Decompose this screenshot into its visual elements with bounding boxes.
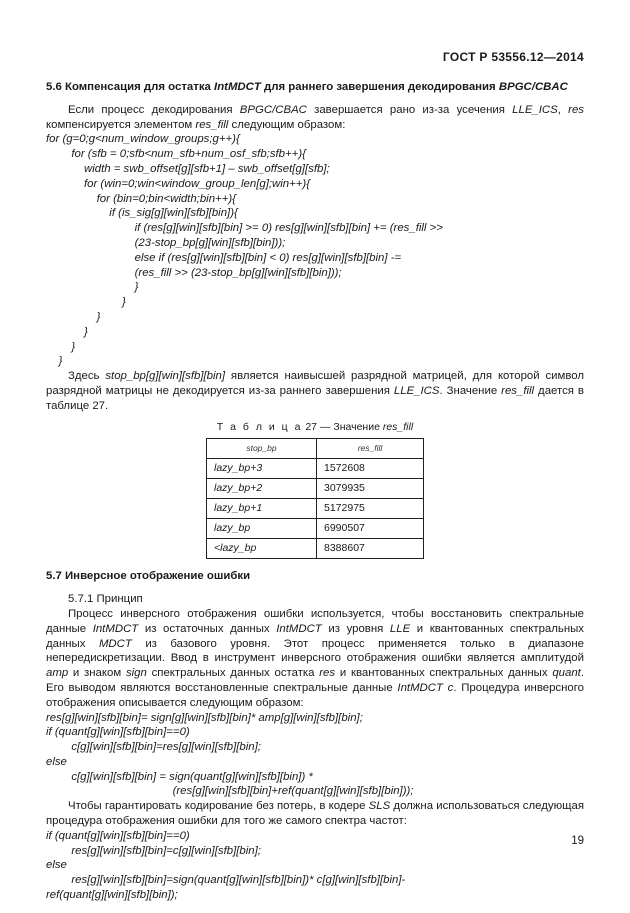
text-run: является наивысшей разрядной матрицей, для которой символ разрядной матрицы не декодируется из-за раннего завершения	[46, 370, 584, 397]
caption-var: res_fill	[382, 420, 414, 433]
text-run: . Его выводом являются восстановленные спектральные данные	[46, 667, 585, 694]
text-run: из остаточных данных	[138, 622, 277, 635]
text-run: . Значение	[439, 384, 502, 397]
text-run: ,	[557, 103, 569, 116]
caption-text: 27 — Значение	[302, 420, 383, 433]
table-row	[207, 479, 424, 499]
text-run: Процесс инверсного отображения ошибки используется, чтобы восстановить спектральные данные	[46, 607, 584, 635]
code-line: }	[46, 310, 101, 323]
table-cell: 5172975	[317, 499, 424, 519]
code-line: else	[46, 859, 67, 872]
code-block-inverse-mapping	[46, 711, 584, 800]
code-line: }	[46, 340, 76, 353]
table-row	[207, 499, 424, 519]
text-run: и знаком	[68, 667, 126, 680]
subsection-5-7-1-title: 5.7.1 Принцип	[68, 593, 143, 606]
code-block-res-fill	[46, 132, 584, 369]
text-run: LLE_ICS	[393, 384, 440, 397]
text-run: . Процедура инверсного отображения описывается следующим образом:	[46, 681, 584, 709]
section-5-7-paragraph-1	[46, 607, 584, 711]
table-row	[207, 539, 424, 559]
text-run: MDCT	[98, 637, 132, 650]
table-cell: lazy_bp	[207, 519, 317, 539]
code-line: ref(quant[g][win][sfb][bin]);	[46, 889, 178, 902]
table-27-caption	[46, 420, 584, 435]
text-run: LLE_ICS	[512, 103, 558, 116]
section-5-6-title	[46, 80, 584, 95]
page-number: 19	[571, 835, 584, 847]
code-line: for (sfb = 0;sfb<num_sfb+num_osf_sfb;sfb++){	[46, 148, 306, 161]
text-run: компенсируется элементом	[46, 118, 196, 131]
text-run: res	[568, 103, 584, 116]
text-run: и квантованных спектральных данных	[335, 667, 553, 680]
table-27	[206, 438, 424, 559]
text-run: res_fill	[501, 384, 535, 397]
code-line: c[g][win][sfb][bin]=res[g][win][sfb][bin];	[46, 741, 261, 754]
text-run: и квантованных спектральных данных	[46, 622, 584, 650]
code-line: for (win=0;win<window_group_len[g];win++){	[46, 177, 311, 190]
text-run: res_fill	[195, 118, 229, 131]
text-run: Чтобы гарантировать кодирование без потерь, в кодере	[68, 800, 369, 813]
text-run: LLE	[389, 622, 411, 635]
text-run: BPGC/CBAC	[239, 103, 307, 116]
table-row	[207, 459, 424, 479]
code-line: if (quant[g][win][sfb][bin]==0)	[46, 829, 190, 842]
text-run: следующим образом:	[228, 118, 346, 131]
code-line: c[g][win][sfb][bin] = sign(quant[g][win][sfb][bin]) *	[46, 770, 313, 783]
section-5-6-explanation	[46, 369, 584, 413]
text-run: res	[319, 667, 336, 680]
code-line: (res_fill >> (23-stop_bp[g][win][sfb][bin]));	[46, 266, 342, 279]
text-run: stop_bp[g][win][sfb][bin]	[105, 370, 226, 383]
table-cell: 6990507	[317, 519, 424, 539]
code-line: width = swb_offset[g][sfb+1] – swb_offset[g][sfb];	[46, 162, 330, 175]
text-run: из уровня	[321, 622, 390, 635]
title-text: для раннего завершения декодирования	[260, 81, 499, 93]
standard-header: ГОСТ Р 53556.12—2014	[442, 50, 584, 64]
code-line: }	[46, 296, 126, 309]
section-5-6-intro	[46, 103, 584, 133]
caption-prefix: Т а б л и ц а	[216, 420, 303, 433]
table-cell: 8388607	[317, 539, 424, 559]
table-cell: <lazy_bp	[207, 539, 317, 559]
table-cell: lazy_bp+1	[207, 499, 317, 519]
code-line: (23-stop_bp[g][win][sfb][bin]));	[46, 236, 286, 249]
title-text: IntMDCT	[214, 81, 261, 93]
table-cell: lazy_bp+2	[207, 479, 317, 499]
code-line: }	[46, 281, 139, 294]
section-5-7-title: 5.7 Инверсное отображение ошибки	[46, 570, 251, 583]
code-line: if (is_sig[g][win][sfb][bin]){	[46, 207, 238, 220]
code-line: else	[46, 755, 67, 768]
title-text: 5.6 Компенсация для остатка	[46, 81, 215, 93]
code-line: res[g][win][sfb][bin]= sign[g][win][sfb][bin]* amp[g][win][sfb][bin];	[46, 711, 363, 724]
text-run: из базового уровня. Этот процесс применяется только в диапазоне непередискретизации. Ввод в инструмент инверсного отображения ошибки является амплитудой	[46, 637, 585, 665]
text-run: должна использоваться следующая процедура отображения ошибки для того же самого спектра частот:	[46, 800, 584, 828]
page-content	[46, 76, 584, 903]
text-run: IntMDCT	[276, 622, 322, 635]
text-run: Если процесс декодирования	[68, 103, 240, 116]
title-text: BPGC/CBAC	[498, 81, 568, 93]
table-cell: 1572608	[317, 459, 424, 479]
code-block-error-mapping	[46, 829, 584, 903]
column-header-stop-bp: stop_bp	[207, 439, 317, 459]
section-5-7-paragraph-2	[46, 799, 584, 829]
text-run: SLS	[368, 800, 391, 813]
code-line: (res[g][win][sfb][bin]+ref(quant[g][win][sfb][bin]));	[46, 785, 414, 798]
code-line: if (quant[g][win][sfb][bin]==0)	[46, 726, 190, 739]
code-line: for (bin=0;bin<width;bin++){	[46, 192, 236, 205]
table-row	[207, 519, 424, 539]
code-line: }	[46, 355, 63, 368]
text-run: завершается рано из-за усечения	[306, 103, 513, 116]
table-header-row	[207, 439, 424, 459]
text-run: дается в таблице 27.	[46, 384, 584, 412]
code-line: }	[46, 325, 88, 338]
text-run: amp	[46, 667, 69, 680]
table-cell: 3079935	[317, 479, 424, 499]
code-line: for (g=0;g<num_window_groups;g++){	[46, 133, 240, 146]
column-header-res-fill: res_fill	[317, 439, 424, 459]
code-line: res[g][win][sfb][bin]=c[g][win][sfb][bin];	[46, 844, 261, 857]
text-run: quant	[552, 667, 581, 680]
text-run: спектральных данных остатка	[146, 667, 320, 680]
text-run: IntMDCT c	[397, 681, 454, 694]
code-line: else if (res[g][win][sfb][bin] < 0) res[g][win][sfb][bin] -=	[46, 251, 402, 264]
text-run: Здесь	[68, 370, 106, 383]
code-line: if (res[g][win][sfb][bin] >= 0) res[g][win][sfb][bin] += (res_fill >>	[46, 222, 443, 235]
code-line: res[g][win][sfb][bin]=sign(quant[g][win][sfb][bin])* c[g][win][sfb][bin]-	[46, 874, 406, 887]
text-run: IntMDCT	[92, 622, 139, 635]
text-run: sign	[125, 667, 147, 680]
table-cell: lazy_bp+3	[207, 459, 317, 479]
